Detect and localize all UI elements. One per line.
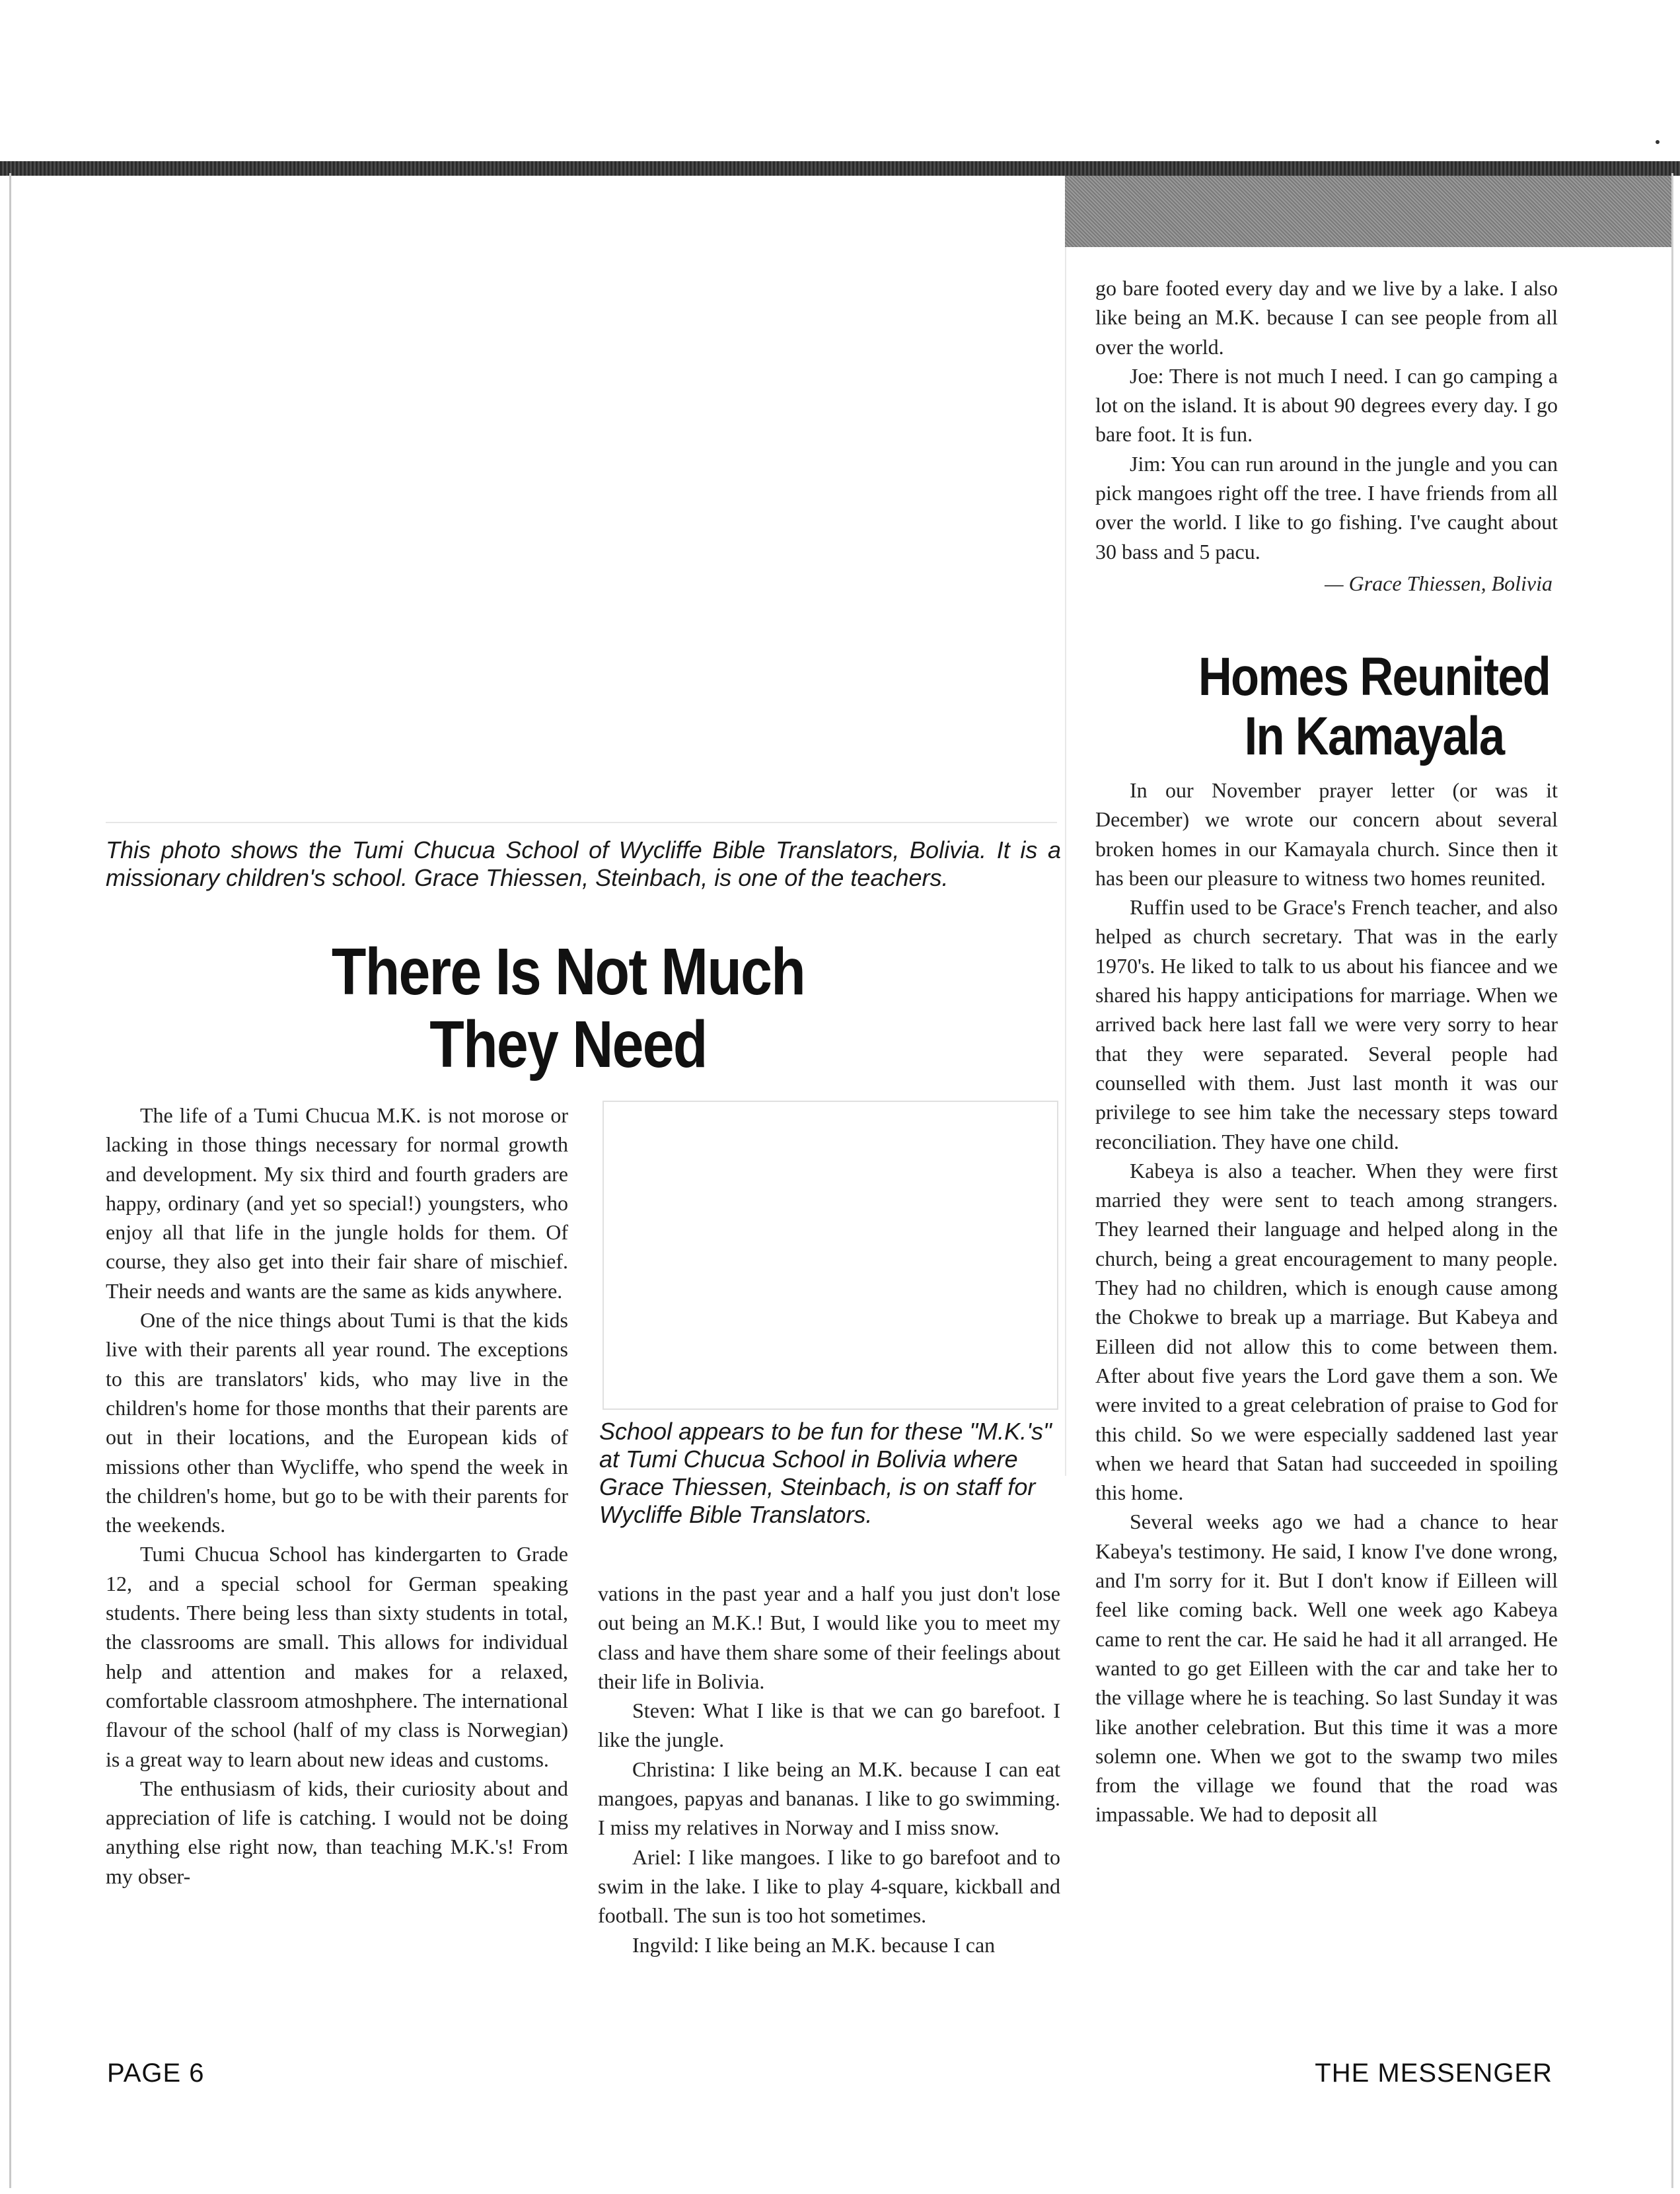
paragraph: vations in the past year and a half you just don't lose out being an M.K.! But, I would like you to meet my class and have them share some of their feelings about their life in Bolivia. bbox=[598, 1582, 1060, 1693]
paragraph: Kabeya is also a teacher. When they were first married they were sent to teach among strangers. They learned their language and helped along in the church, being a great encouragement to many people. They had no children, which is enough cause among the Chokwe to break up a marriage. But Kabeya and Eilleen did not allow this to come between them. After about five years the Lord gave them a son. We were invited to a great celebration of praise to God for this child. So we were especially saddened last year when we heard that Satan had succeeded in spoiling this home. bbox=[1095, 1158, 1558, 1505]
article-headline-2 bbox=[1124, 647, 1625, 766]
paragraph: Ariel: I like mangoes. I like to go barefoot and to swim in the lake. I like to play 4-square, kickball and football. The sun is too hot sometimes. bbox=[598, 1845, 1060, 1928]
paragraph: Tumi Chucua School has kindergarten to Grade 12, and a special school for German speaking students. There being less than sixty students in total, the classrooms are small. This allows for individual help and attention and makes for a relaxed, comfortable classroom atmoshphere. The international flavour of the school (half of my class is Norwegian) is a great way to learn about new ideas and customs. bbox=[106, 1542, 568, 1771]
page-edge-right bbox=[1671, 173, 1673, 2188]
paragraph: Jim: You can run around in the jungle and you can pick mangoes right off the tree. I have friends from all over the world. I like to go fishing. I've caught about 30 bass and 5 pacu. bbox=[1095, 451, 1558, 564]
header-rule bbox=[0, 161, 1680, 176]
article-column-2 bbox=[598, 1579, 1060, 1959]
paragraph: Joe: There is not much I need. I can go camping a lot on the island. It is about 90 degrees every day. I go bare foot. It is fun. bbox=[1095, 363, 1558, 447]
headline-2-line-1: Homes Reunited bbox=[1198, 647, 1551, 707]
paragraph: Christina: I like being an M.K. because I can eat mangoes, papyas and bananas. I like to go swimming. I miss my relatives in Norway and I miss snow. bbox=[598, 1757, 1060, 1840]
paragraph: The enthusiasm of kids, their curiosity about and appreciation of life is catching. I would not be doing anything else right now, than teaching M.K.'s! From my obser- bbox=[106, 1776, 568, 1888]
photo-area-rule bbox=[106, 822, 1057, 823]
paragraph: Ruffin used to be Grace's French teacher, and also helped as church secretary. That was in the early 1970's. He liked to talk to us about his fiancee and we shared his happy anticipations for marriage. When we arrived back here last fall we were very sorry to hear that they were separated. Several people had counselled with them. Just last month it was our privilege to see him take the necessary steps toward reconciliation. They have one child. bbox=[1095, 895, 1558, 1153]
publication-name: THE MESSENGER bbox=[1315, 2059, 1552, 2088]
article-2-column bbox=[1095, 776, 1558, 1829]
paragraph: Several weeks ago we had a chance to hear Kabeya's testimony. He said, I know I've done wrong, and I'm sorry for it. But I don't know if Eilleen will feel like coming back. Well one week ago Kabeya came to rent the car. He said he had it all arranged. He wanted to go get Eilleen with the car and take her to the village where he is teaching. So last Sunday it was like another celebration. But this time it was a more solemn one. When we got to the swamp two miles from the village we found that the road was impassable. We had to deposit all bbox=[1095, 1510, 1558, 1827]
article-column-3 bbox=[1095, 274, 1558, 598]
paragraph: One of the nice things about Tumi is that the kids live with their parents all year round. The exceptions to this are translators' kids, who may live in the children's home for those months that their parents are out in their locations, and the European kids of missions other than Wycliffe, who spend the week in the children's home, but go to be with their parents for the weekends. bbox=[106, 1308, 568, 1537]
paragraph: go bare footed every day and we live by a lake. I also like being an M.K. because I can see people from all over the world. bbox=[1095, 276, 1558, 359]
paragraph: Ingvild: I like being an M.K. because I can bbox=[632, 1932, 996, 1957]
shaded-band bbox=[1065, 176, 1671, 247]
article-headline bbox=[284, 935, 852, 1081]
page-number: PAGE 6 bbox=[107, 2059, 205, 2088]
column-divider bbox=[1065, 247, 1066, 1476]
paragraph: Steven: What I like is that we can go barefoot. I like the jungle. bbox=[598, 1699, 1060, 1752]
scan-speck bbox=[1656, 140, 1660, 144]
paragraph: The life of a Tumi Chucua M.K. is not morose or lacking in those things necessary for normal growth and development. My six third and fourth graders are happy, ordinary (and yet so special!) youngsters, who enjoy all that life in the jungle holds for them. Of course, they also get into their fair share of mischief. Their needs and wants are the same as kids anywhere. bbox=[106, 1103, 568, 1303]
paragraph: In our November prayer letter (or was it December) we wrote our concern about several broken homes in our Kamayala church. Since then it has been our pleasure to witness two homes reunited. bbox=[1095, 778, 1558, 890]
photo-caption: This photo shows the Tumi Chucua School of Wycliffe Bible Translators, Bolivia. It is a missionary children's school. Grace Thiessen, Steinbach, is one of the teachers. bbox=[106, 836, 1061, 891]
article-column-1 bbox=[106, 1101, 568, 1891]
page-edge-left bbox=[9, 173, 11, 2188]
headline-line-1: There Is Not Much bbox=[331, 935, 805, 1009]
inset-photo-frame bbox=[603, 1101, 1058, 1410]
headline-2-line-2: In Kamayala bbox=[1244, 706, 1504, 766]
headline-line-2: They Need bbox=[429, 1007, 707, 1081]
inset-photo-caption: School appears to be fun for these "M.K.'s" at Tumi Chucua School in Bolivia where Grace Thiessen, Steinbach, is on staff for Wycliffe Bible Translators. bbox=[599, 1418, 1052, 1528]
author-signature: — Grace Thiessen, Bolivia bbox=[1325, 571, 1552, 595]
